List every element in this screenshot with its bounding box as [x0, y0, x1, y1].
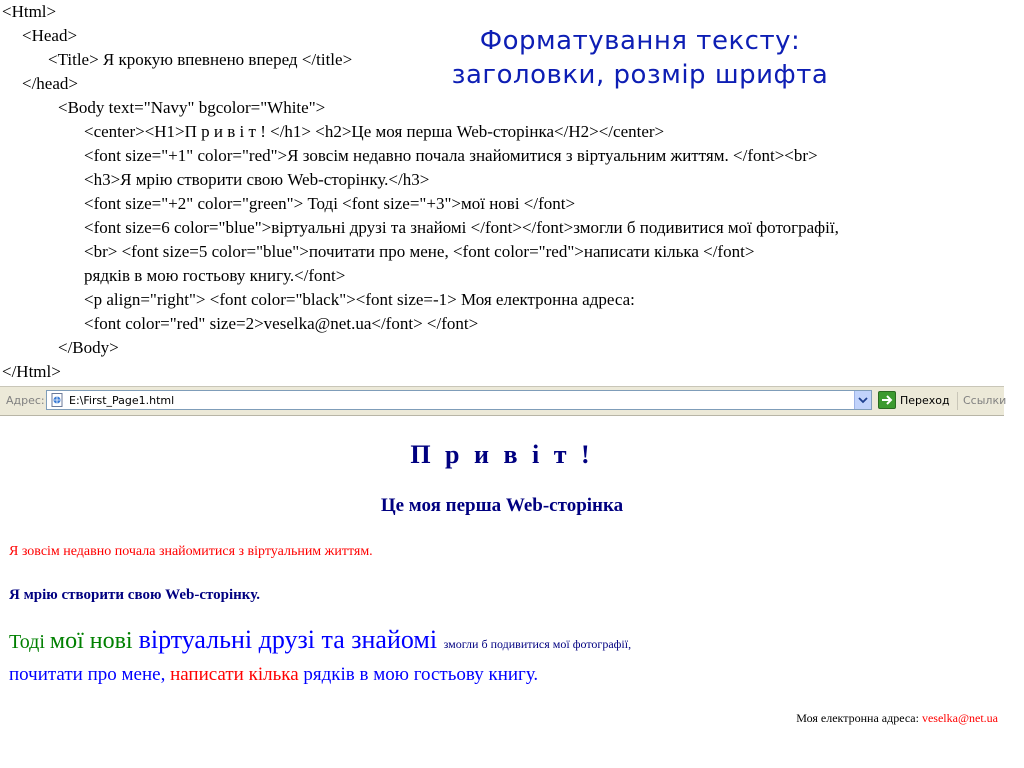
code-line: <font color="red" size=2>veselka@net.ua</font> </font>: [84, 314, 479, 333]
pochytaty-text: почитати про мене,: [9, 664, 171, 685]
address-input[interactable]: [46, 390, 872, 410]
code-line: рядків в мою гостьову книгу.</font>: [84, 266, 346, 285]
toolbar-separator: [957, 392, 958, 410]
go-arrow-icon: [878, 391, 896, 409]
code-line: </Html>: [2, 362, 61, 381]
page-heading-h1: П р и в і т !: [410, 440, 594, 469]
code-line: <center><H1>П р и в і т ! </h1> <h2>Це моя перша Web-сторінка</H2></center>: [84, 122, 665, 141]
riadkiv-text: рядків в мою гостьову книгу.: [303, 664, 539, 685]
email-label: Моя електронна адреса:: [796, 711, 922, 725]
chevron-down-icon: [855, 391, 871, 409]
code-line: <font size="+2" color="green"> Тоді <font size="+3">мої нові </font>: [84, 194, 576, 213]
code-line: <Html>: [2, 2, 57, 21]
code-line: <p align="right"> <font color="black"><font size=-1> Моя електронна адреса:: [84, 290, 635, 309]
email-line: [796, 711, 998, 726]
slide-title-line1: Форматування тексту:: [479, 26, 801, 56]
slide-title: [440, 24, 840, 92]
mixed-font-line-1: [9, 625, 631, 659]
red-intro-text: Я зовсім недавно почала знайомитися з віртуальним життям.: [9, 544, 373, 559]
address-bar: [0, 386, 1007, 416]
code-line: </Body>: [58, 338, 119, 357]
code-line: </head>: [22, 74, 78, 93]
code-line: <br> <font size=5 color="blue">почитати про мене, <font color="red">написати кілька </font>: [84, 242, 755, 261]
address-url: E:\First_Page1.html: [69, 394, 175, 407]
address-dropdown-button[interactable]: [854, 391, 871, 409]
go-label: Переход: [900, 394, 950, 407]
code-line: <h3>Я мрію створити свою Web-сторінку.</h3>: [84, 170, 430, 189]
code-line: <Title> Я крокую впевнено вперед </title>: [48, 50, 353, 69]
code-line: <font size="+1" color="red">Я зовсім недавно почала знайомитися з віртуальним життям. </font><br>: [84, 146, 818, 165]
moi-novi-text: мої нові: [49, 628, 139, 654]
html-file-icon: [51, 393, 64, 407]
todi-text: Тоді: [9, 631, 50, 653]
slide-title-line2: заголовки, розмір шрифта: [451, 60, 829, 90]
browser-content: [0, 420, 1024, 768]
address-label: Адрес:: [6, 394, 45, 407]
page-heading-h3: Я мрію створити свою Web-сторінку.: [9, 587, 260, 603]
zmohly-text: змогли б подивитися мої фотографії,: [443, 637, 632, 651]
page-heading-h2: Це моя перша Web-сторінка: [380, 495, 624, 516]
code-line: <Head>: [22, 26, 78, 45]
email-address: veselka@net.ua: [921, 711, 998, 725]
code-line: <Body text="Navy" bgcolor="White">: [58, 98, 326, 117]
virtualni-text: віртуальні друзі та знайомі: [138, 625, 444, 654]
napysaty-text: написати кілька: [170, 664, 304, 685]
links-button[interactable]: Ссылки: [963, 394, 1007, 407]
mixed-font-line-2: [9, 664, 538, 686]
code-line: <font size=6 color="blue">віртуальні друзі та знайомі </font></font>змогли б подивитися мої фотографії,: [84, 218, 839, 237]
